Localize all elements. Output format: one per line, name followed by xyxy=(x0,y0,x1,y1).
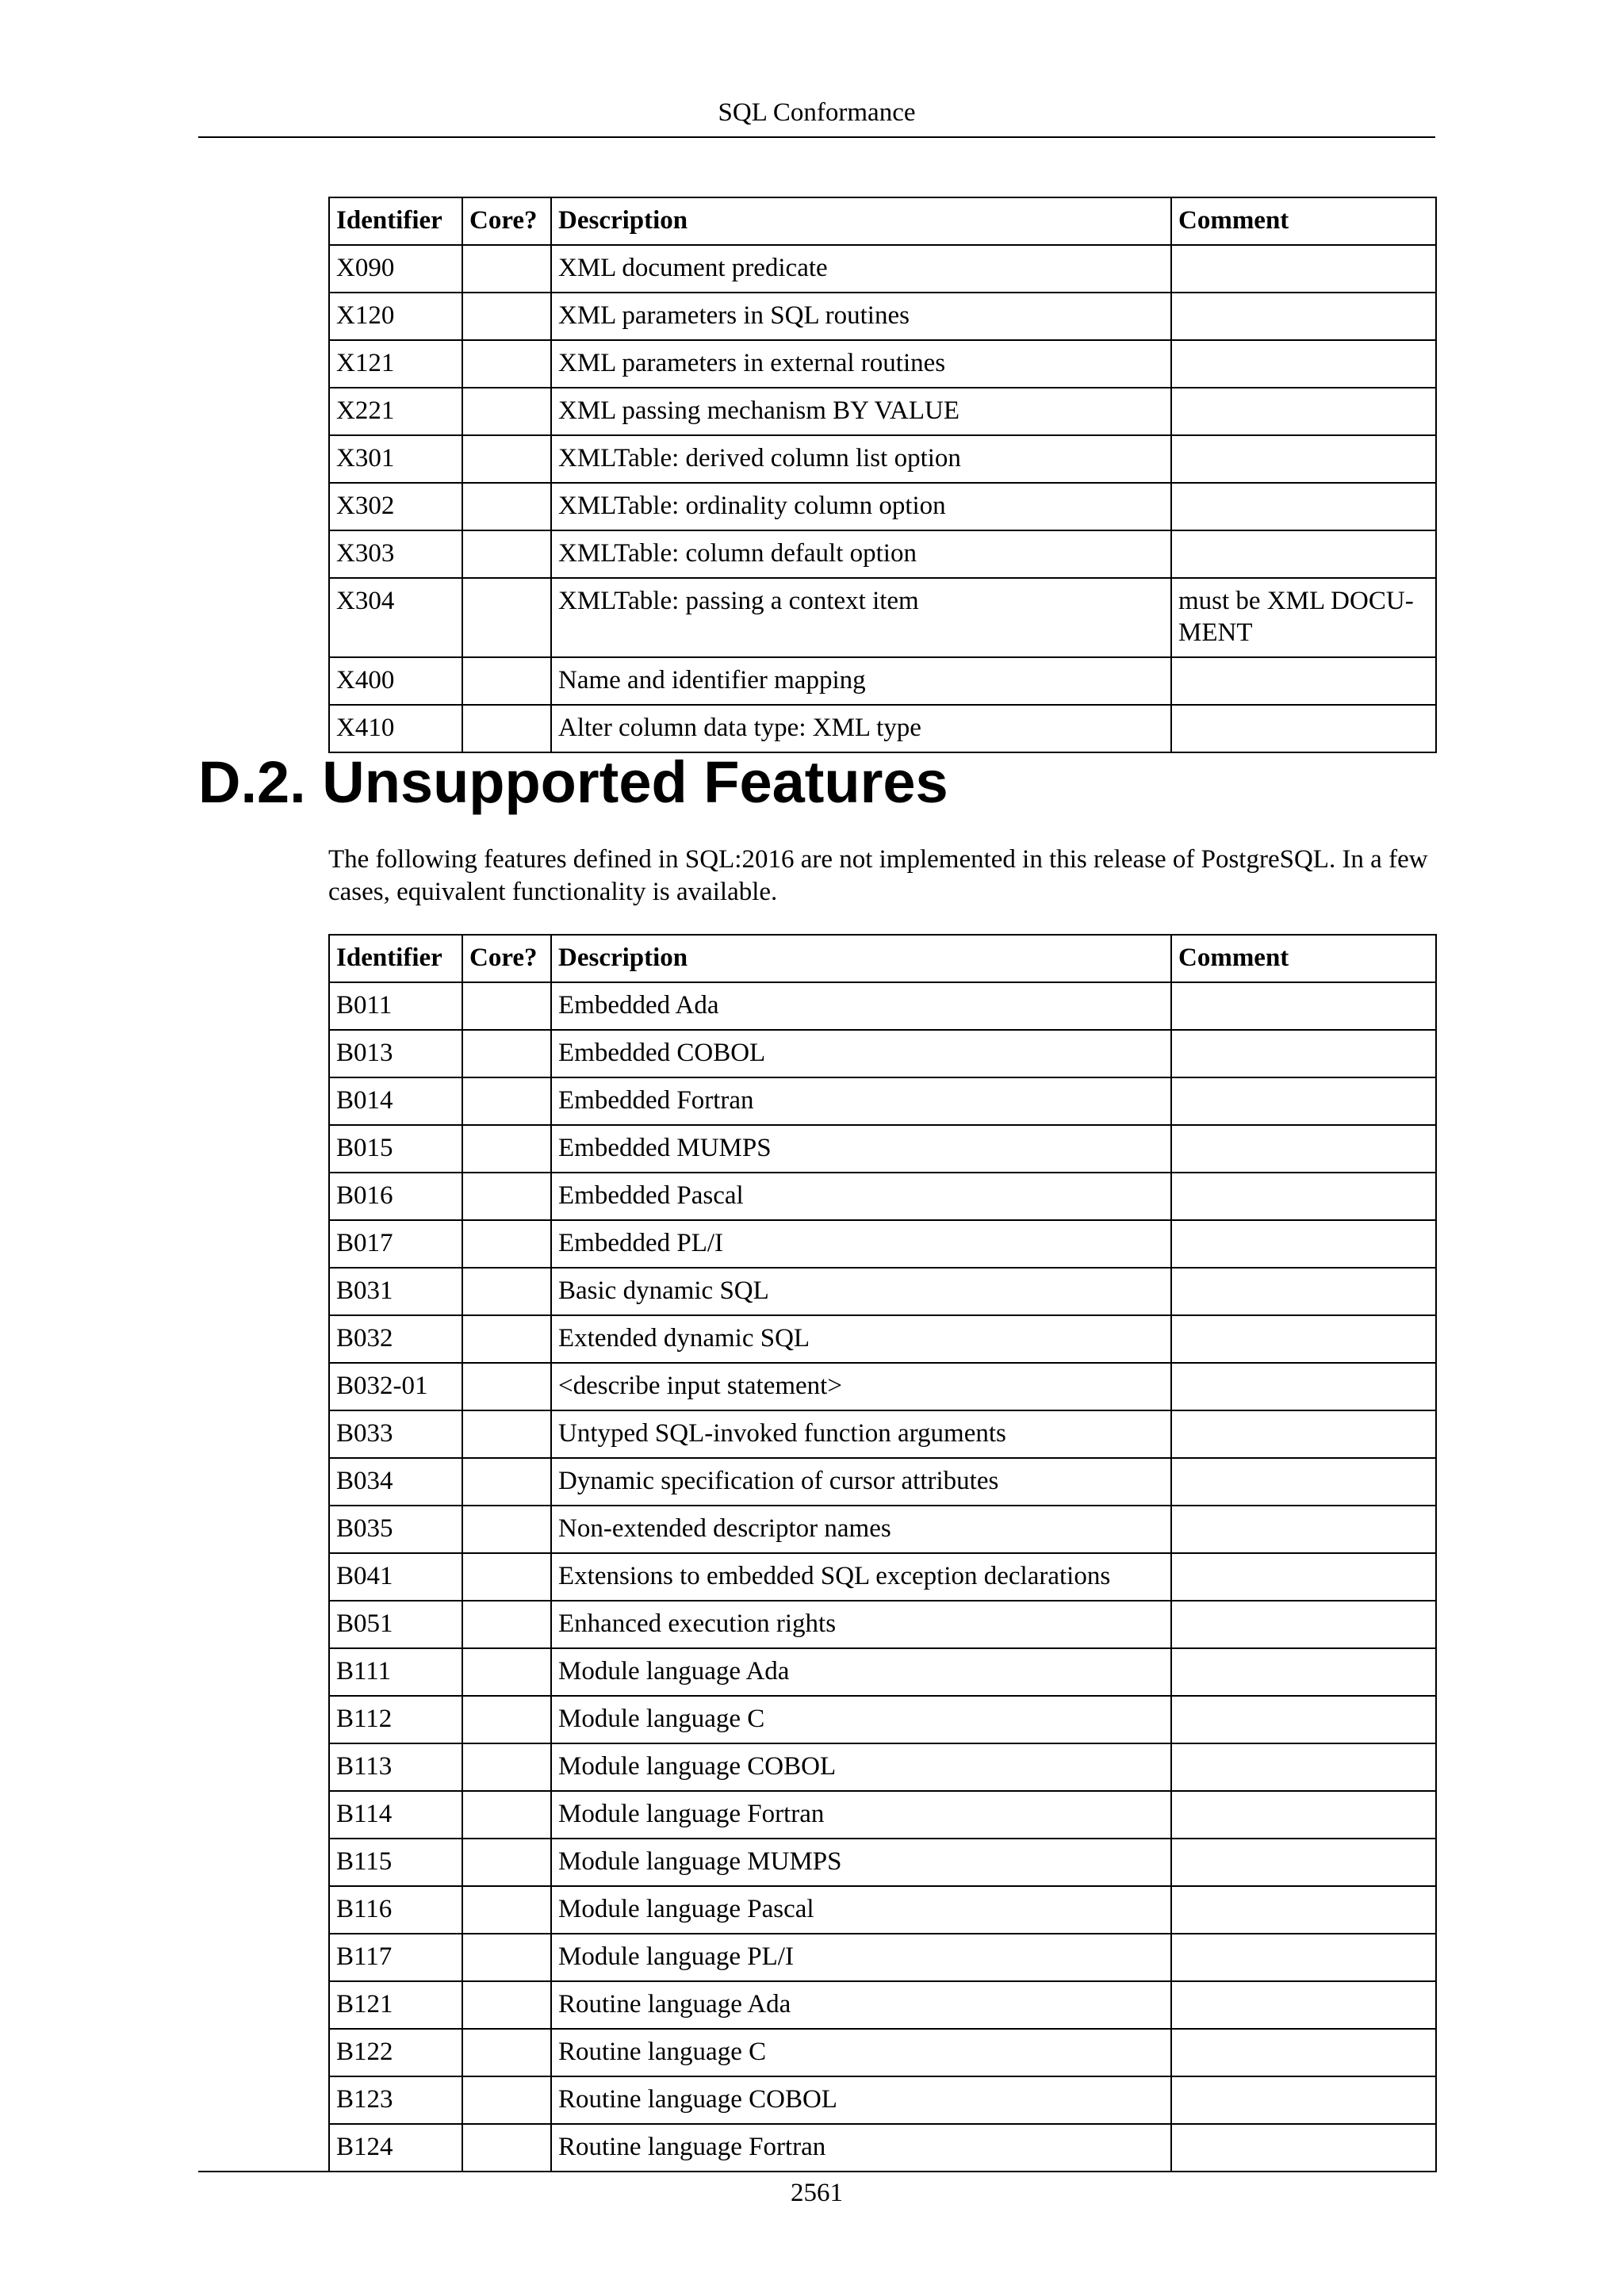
cell-description: XML parameters in SQL routines xyxy=(551,293,1171,340)
cell-core xyxy=(462,1363,551,1410)
cell-description: Name and identifier mapping xyxy=(551,657,1171,705)
cell-core xyxy=(462,1601,551,1648)
column-header-core: Core? xyxy=(462,197,551,245)
cell-core xyxy=(462,705,551,752)
cell-description: XML document predicate xyxy=(551,245,1171,293)
cell-core xyxy=(462,2029,551,2076)
cell-description: Embedded PL/I xyxy=(551,1220,1171,1268)
table-row xyxy=(329,1743,1436,1791)
table-row xyxy=(329,2029,1436,2076)
cell-comment xyxy=(1171,2029,1436,2076)
cell-comment xyxy=(1171,1506,1436,1553)
table-row xyxy=(329,1363,1436,1410)
cell-core xyxy=(462,483,551,530)
table-row xyxy=(329,388,1436,435)
cell-description: Alter column data type: XML type xyxy=(551,705,1171,752)
cell-description: Routine language Ada xyxy=(551,1981,1171,2029)
table-row xyxy=(329,1553,1436,1601)
column-header-comment: Comment xyxy=(1171,935,1436,982)
unsupported-features-body xyxy=(329,982,1436,2172)
cell-identifier: X303 xyxy=(329,530,462,578)
cell-description: Routine language COBOL xyxy=(551,2076,1171,2124)
cell-identifier: B032-01 xyxy=(329,1363,462,1410)
cell-core xyxy=(462,982,551,1030)
table-row xyxy=(329,1030,1436,1077)
cell-identifier: B041 xyxy=(329,1553,462,1601)
cell-identifier: X301 xyxy=(329,435,462,483)
table-row xyxy=(329,530,1436,578)
cell-core xyxy=(462,1173,551,1220)
cell-core xyxy=(462,657,551,705)
cell-identifier: B116 xyxy=(329,1886,462,1934)
table-row xyxy=(329,1648,1436,1696)
cell-identifier: X221 xyxy=(329,388,462,435)
table-header-row xyxy=(329,197,1436,245)
cell-core xyxy=(462,530,551,578)
cell-comment xyxy=(1171,340,1436,388)
cell-core xyxy=(462,1934,551,1981)
cell-core xyxy=(462,1743,551,1791)
table-row xyxy=(329,1458,1436,1506)
cell-identifier: B013 xyxy=(329,1030,462,1077)
cell-comment xyxy=(1171,1410,1436,1458)
cell-comment xyxy=(1171,1648,1436,1696)
cell-comment xyxy=(1171,1981,1436,2029)
cell-comment xyxy=(1171,1839,1436,1886)
table-row xyxy=(329,1886,1436,1934)
cell-comment xyxy=(1171,1030,1436,1077)
cell-identifier: X120 xyxy=(329,293,462,340)
page-number: 2561 xyxy=(791,2179,843,2207)
cell-comment xyxy=(1171,1791,1436,1839)
column-header-comment: Comment xyxy=(1171,197,1436,245)
table-row xyxy=(329,1077,1436,1125)
cell-description: Untyped SQL-invoked function arguments xyxy=(551,1410,1171,1458)
column-header-description: Description xyxy=(551,935,1171,982)
cell-comment xyxy=(1171,1934,1436,1981)
cell-core xyxy=(462,1553,551,1601)
cell-comment xyxy=(1171,483,1436,530)
table-row xyxy=(329,1410,1436,1458)
cell-description: Module language C xyxy=(551,1696,1171,1743)
cell-identifier: B015 xyxy=(329,1125,462,1173)
cell-identifier: B122 xyxy=(329,2029,462,2076)
cell-comment xyxy=(1171,1696,1436,1743)
cell-description: Embedded COBOL xyxy=(551,1030,1171,1077)
cell-description: Module language Pascal xyxy=(551,1886,1171,1934)
table-row xyxy=(329,1268,1436,1315)
table-row xyxy=(329,1791,1436,1839)
cell-identifier: X400 xyxy=(329,657,462,705)
cell-identifier: B016 xyxy=(329,1173,462,1220)
cell-comment xyxy=(1171,1886,1436,1934)
cell-description: Embedded Ada xyxy=(551,982,1171,1030)
cell-identifier: B014 xyxy=(329,1077,462,1125)
cell-identifier: B035 xyxy=(329,1506,462,1553)
cell-core xyxy=(462,1268,551,1315)
cell-description: Embedded Pascal xyxy=(551,1173,1171,1220)
cell-description: Extensions to embedded SQL exception declarations xyxy=(551,1553,1171,1601)
cell-description: Module language Ada xyxy=(551,1648,1171,1696)
table-row xyxy=(329,340,1436,388)
table-row xyxy=(329,293,1436,340)
table-row xyxy=(329,1125,1436,1173)
cell-core xyxy=(462,245,551,293)
column-header-description: Description xyxy=(551,197,1171,245)
table-row xyxy=(329,1981,1436,2029)
table-row xyxy=(329,2076,1436,2124)
cell-description: Non-extended descriptor names xyxy=(551,1506,1171,1553)
cell-comment xyxy=(1171,982,1436,1030)
running-header xyxy=(198,92,1435,138)
table-row xyxy=(329,435,1436,483)
cell-description: Routine language C xyxy=(551,2029,1171,2076)
cell-identifier: B031 xyxy=(329,1268,462,1315)
cell-description: Dynamic specification of cursor attributes xyxy=(551,1458,1171,1506)
page-footer xyxy=(198,2171,1435,2208)
table-row xyxy=(329,1601,1436,1648)
cell-core xyxy=(462,1791,551,1839)
section-title: D.2. Unsupported Features xyxy=(198,749,948,815)
cell-comment xyxy=(1171,1458,1436,1506)
table-row xyxy=(329,245,1436,293)
table-row xyxy=(329,705,1436,752)
cell-identifier: B117 xyxy=(329,1934,462,1981)
cell-comment xyxy=(1171,1315,1436,1363)
cell-comment xyxy=(1171,1601,1436,1648)
cell-identifier: B114 xyxy=(329,1791,462,1839)
cell-comment xyxy=(1171,2076,1436,2124)
table-row xyxy=(329,657,1436,705)
cell-identifier: B033 xyxy=(329,1410,462,1458)
supported-features-body xyxy=(329,245,1436,752)
cell-core xyxy=(462,1315,551,1363)
cell-identifier: X410 xyxy=(329,705,462,752)
unsupported-features-table xyxy=(328,934,1437,2172)
cell-identifier: X304 xyxy=(329,578,462,657)
cell-core xyxy=(462,435,551,483)
cell-comment xyxy=(1171,705,1436,752)
cell-comment xyxy=(1171,1220,1436,1268)
cell-core xyxy=(462,1648,551,1696)
section-intro-paragraph: The following features defined in SQL:2016 are not implemented in this release of PostgreSQL. In a few cases, equivalent functionality is available. xyxy=(328,845,1428,906)
supported-features-table xyxy=(328,197,1437,753)
cell-identifier: B124 xyxy=(329,2124,462,2172)
cell-identifier: B017 xyxy=(329,1220,462,1268)
cell-identifier: X121 xyxy=(329,340,462,388)
cell-description: Embedded MUMPS xyxy=(551,1125,1171,1173)
cell-core xyxy=(462,1886,551,1934)
table-row xyxy=(329,1839,1436,1886)
cell-comment xyxy=(1171,1363,1436,1410)
cell-identifier: B032 xyxy=(329,1315,462,1363)
cell-core xyxy=(462,1506,551,1553)
cell-identifier: B113 xyxy=(329,1743,462,1791)
cell-comment xyxy=(1171,657,1436,705)
cell-description: XMLTable: passing a context item xyxy=(551,578,1171,657)
cell-core xyxy=(462,293,551,340)
cell-description: XML parameters in external routines xyxy=(551,340,1171,388)
cell-core xyxy=(462,1077,551,1125)
cell-core xyxy=(462,1410,551,1458)
table-row xyxy=(329,2124,1436,2172)
cell-description: Module language PL/I xyxy=(551,1934,1171,1981)
cell-description: <describe input statement> xyxy=(551,1363,1171,1410)
cell-identifier: B051 xyxy=(329,1601,462,1648)
table-row xyxy=(329,578,1436,657)
cell-core xyxy=(462,388,551,435)
table-row xyxy=(329,1220,1436,1268)
cell-identifier: X302 xyxy=(329,483,462,530)
table-row xyxy=(329,1696,1436,1743)
cell-identifier: B121 xyxy=(329,1981,462,2029)
cell-comment xyxy=(1171,245,1436,293)
cell-description: Routine language Fortran xyxy=(551,2124,1171,2172)
cell-description: XMLTable: column default option xyxy=(551,530,1171,578)
cell-comment: must be XML DOCU-MENT xyxy=(1171,578,1436,657)
cell-identifier: B111 xyxy=(329,1648,462,1696)
table-row xyxy=(329,483,1436,530)
cell-identifier: X090 xyxy=(329,245,462,293)
table-row xyxy=(329,1173,1436,1220)
cell-comment xyxy=(1171,530,1436,578)
table-row xyxy=(329,1315,1436,1363)
cell-identifier: B034 xyxy=(329,1458,462,1506)
cell-comment xyxy=(1171,1743,1436,1791)
cell-core xyxy=(462,1220,551,1268)
cell-comment xyxy=(1171,1173,1436,1220)
cell-description: Embedded Fortran xyxy=(551,1077,1171,1125)
column-header-identifier: Identifier xyxy=(329,935,462,982)
column-header-identifier: Identifier xyxy=(329,197,462,245)
cell-identifier: B115 xyxy=(329,1839,462,1886)
table-row xyxy=(329,1506,1436,1553)
cell-description: Module language MUMPS xyxy=(551,1839,1171,1886)
cell-core xyxy=(462,1458,551,1506)
cell-comment xyxy=(1171,1125,1436,1173)
cell-comment xyxy=(1171,2124,1436,2172)
cell-core xyxy=(462,578,551,657)
cell-comment xyxy=(1171,435,1436,483)
column-header-core: Core? xyxy=(462,935,551,982)
cell-comment xyxy=(1171,388,1436,435)
cell-comment xyxy=(1171,1553,1436,1601)
cell-core xyxy=(462,1125,551,1173)
cell-core xyxy=(462,1696,551,1743)
table-row xyxy=(329,1934,1436,1981)
cell-core xyxy=(462,2124,551,2172)
cell-core xyxy=(462,1030,551,1077)
cell-core xyxy=(462,1981,551,2029)
cell-identifier: B123 xyxy=(329,2076,462,2124)
cell-core xyxy=(462,2076,551,2124)
table-header-row xyxy=(329,935,1436,982)
running-header-title: SQL Conformance xyxy=(718,98,916,127)
cell-comment xyxy=(1171,1077,1436,1125)
cell-identifier: B112 xyxy=(329,1696,462,1743)
cell-identifier: B011 xyxy=(329,982,462,1030)
cell-comment xyxy=(1171,293,1436,340)
cell-description: XML passing mechanism BY VALUE xyxy=(551,388,1171,435)
cell-description: XMLTable: ordinality column option xyxy=(551,483,1171,530)
cell-core xyxy=(462,340,551,388)
cell-comment xyxy=(1171,1268,1436,1315)
cell-description: XMLTable: derived column list option xyxy=(551,435,1171,483)
table-row xyxy=(329,982,1436,1030)
cell-description: Extended dynamic SQL xyxy=(551,1315,1171,1363)
cell-core xyxy=(462,1839,551,1886)
cell-description: Module language Fortran xyxy=(551,1791,1171,1839)
cell-description: Module language COBOL xyxy=(551,1743,1171,1791)
cell-description: Enhanced execution rights xyxy=(551,1601,1171,1648)
cell-description: Basic dynamic SQL xyxy=(551,1268,1171,1315)
